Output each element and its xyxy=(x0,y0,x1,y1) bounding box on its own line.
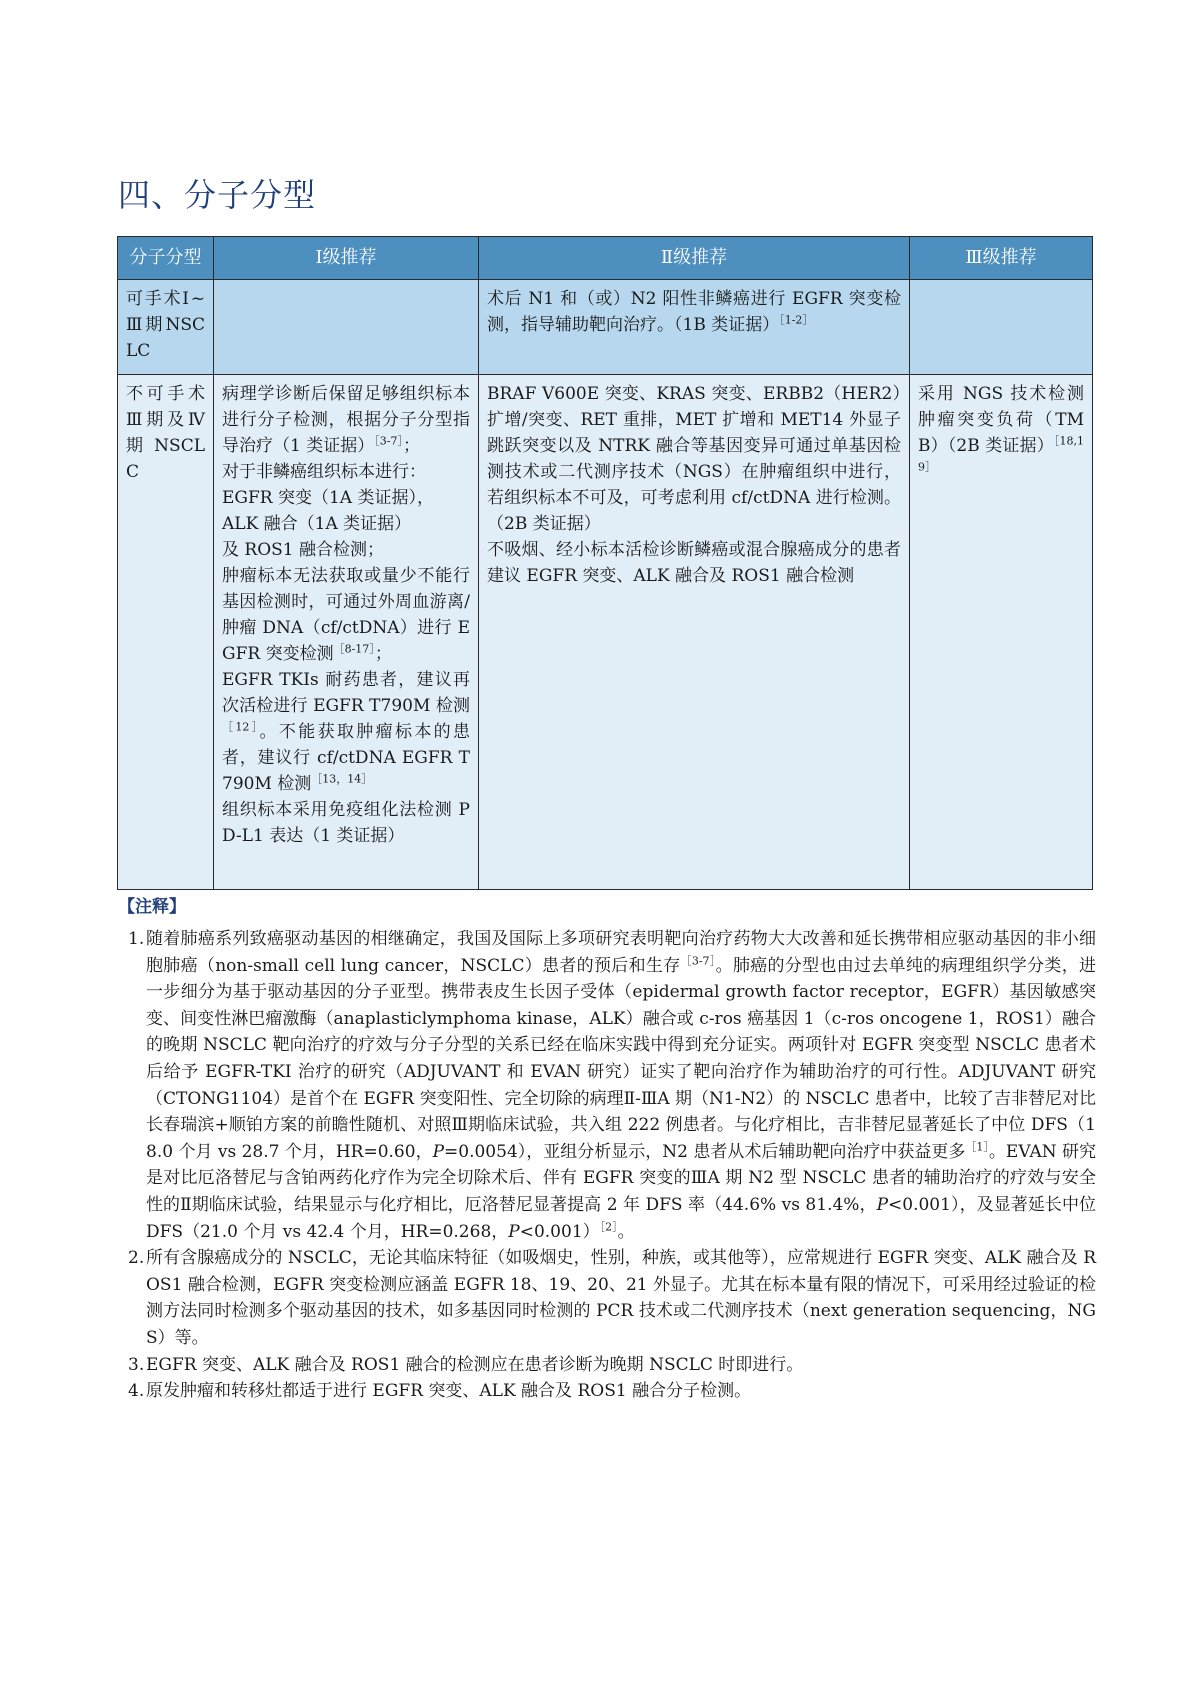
table-row xyxy=(118,375,1093,890)
cell-text: 不吸烟、经小标本活检诊断鳞癌或混合腺癌成分的患者建议 EGFR 突变、ALK 融合及 ROS1 融合检测 xyxy=(487,540,901,586)
cell-text: BRAF V600E 突变、KRAS 突变、ERBB2（HER2）扩增/突变、RET 重排，MET 扩增和 MET14 外显子跳跃突变以及 NTRK 融合等基因变异可通过单基因检测技术或二代测序技术（NGS）在肿瘤组织中进行，若组织标本不可及，可考虑利用 cf/ctDNA 进行检测。（2B 类证据） xyxy=(487,384,901,534)
cell-level1 xyxy=(214,280,479,375)
cell-level2 xyxy=(479,375,910,890)
cell-text: ALK 融合（1A 类证据） xyxy=(222,514,412,534)
table-header-row xyxy=(118,237,1093,280)
header-level1: Ⅰ级推荐 xyxy=(214,237,479,280)
cell-text: 对于非鳞癌组织标本进行： xyxy=(222,462,426,482)
note-text: 原发肿瘤和转移灶都适于进行 EGFR 突变、ALK 融合及 ROS1 融合分子检测。 xyxy=(146,1381,752,1402)
table-row xyxy=(118,280,1093,375)
notes-list xyxy=(128,926,1096,1405)
cell-text: 术后 N1 和（或）N2 阳性非鳞癌进行 EGFR 突变检测，指导辅助靶向治疗。（1B 类证据）$^{[1-2]}$ xyxy=(487,289,901,335)
cell-level3 xyxy=(910,280,1093,375)
cell-level3 xyxy=(910,375,1093,890)
notes-heading: 【注释】 xyxy=(118,897,186,917)
note-number: 1. xyxy=(128,929,145,949)
cell-text: 组织标本采用免疫组化法检测 PD-L1 表达（1 类证据） xyxy=(222,800,470,846)
note-item xyxy=(128,1378,1096,1405)
cell-text: 病理学诊断后保留足够组织标本进行分子检测，根据分子分型指导治疗（1 类证据）$^{[3-7]}$； xyxy=(222,384,470,456)
recommendation-table xyxy=(117,236,1093,890)
cell-type: 不可手术Ⅲ期及Ⅳ期NSCLC xyxy=(118,375,214,890)
header-type: 分子分型 xyxy=(118,237,214,280)
note-number: 2. xyxy=(128,1248,145,1269)
page-title: 四、分子分型 xyxy=(118,176,317,214)
cell-text: 及 ROS1 融合检测； xyxy=(222,540,385,560)
note-text: 所有含腺癌成分的 NSCLC，无论其临床特征（如吸烟史，性别，种族，或其他等），应常规进行 EGFR 突变、ALK 融合及 ROS1 融合检测，EGFR 突变检测应涵盖 EGFR 18、19、20、21 外显子。尤其在标本量有限的情况下，可采用经过验证的检测方法同时检测多个驱动基因的技术，如多基因同时检测的 PCR 技术或二代测序技术（next generation sequencing，NGS）等。 xyxy=(146,1248,1096,1348)
note-item xyxy=(128,1352,1096,1379)
note-number: 4. xyxy=(128,1381,145,1402)
cell-type: 可手术Ⅰ~Ⅲ期NSCLC xyxy=(118,280,214,375)
cell-text: 采用 NGS 技术检测肿瘤突变负荷（TMB）（2B 类证据）$^{[18,19]}$ xyxy=(918,384,1084,474)
note-item xyxy=(128,1245,1096,1351)
note-number: 3. xyxy=(128,1354,145,1375)
note-text: EGFR 突变、ALK 融合及 ROS1 融合的检测应在患者诊断为晚期 NSCLC 时即进行。 xyxy=(146,1354,804,1375)
cell-level2 xyxy=(479,280,910,375)
cell-level1 xyxy=(214,375,479,890)
cell-text: EGFR 突变（1A 类证据）， xyxy=(222,488,434,508)
note-item xyxy=(128,926,1096,1245)
cell-text: 肿瘤标本无法获取或量少不能行基因检测时，可通过外周血游离/肿瘤 DNA（cf/ctDNA）进行 EGFR 突变检测$^{[8-17]}$； xyxy=(222,566,470,664)
cell-text: EGFR TKIs 耐药患者，建议再次活检进行 EGFR T790M 检测$^{[12]}$。不能获取肿瘤标本的患者，建议行 cf/ctDNA EGFR T790M 检测$^{[13,14]}$ xyxy=(222,670,471,794)
header-level2: Ⅱ级推荐 xyxy=(479,237,910,280)
header-level3: Ⅲ级推荐 xyxy=(910,237,1093,280)
note-text: 随着肺癌系列致癌驱动基因的相继确定，我国及国际上多项研究表明靶向治疗药物大大改善和延长携带相应驱动基因的非小细胞肺癌（non-small cell lung cancer，NSCLC）患者的预后和生存$^{[3-7]}$。肺癌的分型也由过去单纯的病理组织学分类，进一步细分为基于驱动基因的分子亚型。携带表皮生长因子受体（epidermal growth factor receptor，EGFR）基因敏感突变、间变性淋巴瘤激酶（anaplasticlymphoma kinase，ALK）融合或 c-ros 癌基因 1（c-ros oncogene 1，ROS1）融合的晚期 NSCLC 靶向治疗的疗效与分子分型的关系已经在临床实践中得到充分证实。两项针对 EGFR 突变型 NSCLC 患者术后给予 EGFR-TKI 治疗的研究（ADJUVANT 和 EVAN 研究）证实了靶向治疗作为辅助治疗的可行性。ADJUVANT 研究（CTONG1104）是首个在 EGFR 突变阳性、完全切除的病理Ⅱ-ⅢA 期（N1-N2）的 NSCLC 患者中，比较了吉非替尼对比长春瑞滨+顺铂方案的前瞻性随机、对照Ⅲ期临床试验，共入组 222 例患者。与化疗相比，吉非替尼显著延长了中位 DFS（18.0 个月 vs 28.7 个月，HR=0.60，P=0.0054），亚组分析显示，N2 患者从术后辅助靶向治疗中获益更多$^{[1]}$。EVAN 研究是对比厄洛替尼与含铂两药化疗作为完全切除术后、伴有 EGFR 突变的ⅢA 期 N2 型 NSCLC 患者的辅助治疗的疗效与安全性的Ⅱ期临床试验，结果显示与化疗相比，厄洛替尼显著提高 2 年 DFS 率（44.6% vs 81.4%，P<0.001），及显著延长中位 DFS（21.0 个月 vs 42.4 个月，HR=0.268，P<0.001）$^{[2]}$。 xyxy=(146,929,1097,1242)
